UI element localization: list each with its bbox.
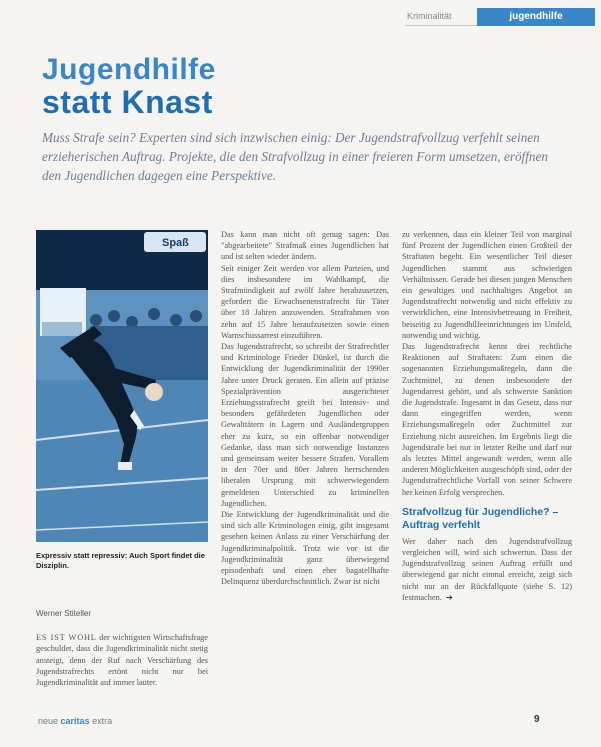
rubric-badge: jugendhilfe (477, 8, 595, 26)
lead-paragraph: Muss Strafe sein? Experten sind sich inzwischen einig: Der Jugendstrafvollzug verfehlt seinen erzieherischen Auftrag. Projekte, die den Strafvollzug in einer freieren Form umsetzen, eröffnen den Jugendlichen dagegen eine Perspektive. (42, 130, 548, 183)
footer-publication-logo: neue caritas extra (38, 716, 113, 726)
body-paragraph: Das kann man nicht oft genug sagen: Das "abgearbeitete" Strafmaß eines Jugendlichen hat und ist selten wieder ändern. (221, 230, 389, 262)
section-subheading: Strafvollzug für Jugendliche? – Auftrag verfehlt (402, 505, 559, 531)
page-number: 9 (534, 714, 540, 725)
body-paragraph: Wer daher nach den Jugendstrafvollzug vergleichen will, wird sich schwertun. Dass der Jugendstrafvollzug seinen Auftrag erfüllt und überwiegend gar nicht einmal erreicht, zeigt sich nicht nur an der Rückfallquote (siehe S. 12) festmachen. ➔ (402, 536, 572, 602)
author-byline: Werner Stiteller (36, 609, 91, 618)
body-paragraph: Das Jugendstrafrecht, so schreibt der Strafrechtler und Kriminologe Frieder Dünkel, ist durch die Entwicklung der Jugendkriminalität der 1990er Jahre unter Druck geraten. Ein allein auf präzise Spezialprävention ausgerichteter Erziehungsstrafrecht greift bei Intensiv- und besonders gefährdeten Jugendlichen oder Gewalttätern in Lagern und Ausländergruppen eher zu kurz, so ein offenbar notwendiger Gedanke, dass man sich notwendige Instanzen und gemeinsam weiter bessere Strafen. Vorallem in den 70er und 80er Jahren herrschenden liberalen Ursprung mit schwerwiegendem gemeldeten Unterschied zu kriminellen Jugendlichen. (221, 342, 389, 508)
headline-line-1: Jugendhilfe (42, 53, 216, 86)
section-label: Kriminalität (405, 8, 477, 26)
body-paragraph: ES IST WOHL der wichtigsten Wirtschaftsfrage geschuldet, dass die Jugendkriminalität nicht stetig ansteigt, denn der Ruf nach Verschärfung des Jugendstrafrechts ertönt nicht nur bei Jugendkriminalität auf immer lauter. (36, 633, 208, 688)
body-paragraph: Das Jugendstrafrecht kennt drei rechtliche Reaktionen auf Straftaten: Zum einen die sogenannten Erziehungsmaßregeln, dann die Zuchtmittel, zu denen insbesondere der Jugendarrest gehört, und als schwerste Sanktion die Jugendstrafe. Ingesamt in das Gesetz, dass nur dann eingegriffen werden, wenn Erziehungsmaßregeln oder Zuchtmittel zur Erziehung nicht ausreichen. Im Ergebnis liegt die Jugendstrafe bei nur in letzter Reihe und darf nur als letztes Mittel angewandt werden, wenn alle anderen Möglichkeiten ausgeschöpft sind, oder der Jugendstrafrechtliche Vorfall von seiner Schwere her keinen Erfolg versprechen. (402, 342, 572, 497)
article-column-2 (221, 229, 389, 588)
article-photo (36, 230, 208, 542)
headline-line-2: statt Knast (42, 84, 213, 120)
article-column-1 (36, 608, 208, 688)
dropcap-text: ES IST WOHL (36, 633, 97, 643)
body-paragraph: Die Entwicklung der Jugendkriminalität und die sind sich alle Kriminologen einig, gibt insgesamt gesehen keinen Anlass zu einer Verschärfung der Jugendkriminalpolitik. Trotz wie vor ist die Jugendkriminalität ganz überwiegend episodenhaft und einen eher bagatellhafte Delinquenz überdurchschnittlich. Zwar ist nicht (221, 510, 389, 587)
continue-arrow-icon: ➔ (445, 591, 453, 602)
article-column-3 (402, 229, 572, 603)
body-paragraph: Seit einiger Zeit werden vor allem Parteien, und dies insbesondere im Wahlkampf, die Strafmündigkeit auf zwölf Jahre herabzusetzen, gefordert die Erwachsenenstrafrecht für Täter über 18 Jahren anzuwenden. Strafrahmen von zehn auf 15 Jahre heraufzusetzen sowie einen Warnschussarrest einzuführen. (221, 263, 389, 340)
body-paragraph: zu verkennen, dass ein kleiner Teil von marginal fünf Prozent der Jugendlichen einen Großteil der Straftaten begeht. Ein wesentlicher Teil dieser Jugendlichen stammt aus schwierigen Verhältnissen. Gerade bei diesen jungen Menschen ein gewaltiges und nachhaltiges Angebot an Jugendstrafrecht notwendig und nicht effektiv zu verwirklichen, eine Intensivbetreuung in Freiheit, beiseitig zu Jugendhilfeeinrichtungen im Umfeld, notwendig und wichtig. (402, 230, 572, 340)
photo-banner-text: Spaß (162, 237, 189, 249)
photo-breakdancer-image (36, 230, 208, 542)
photo-caption: Expressiv statt repressiv: Auch Sport findet die Disziplin. (36, 551, 205, 570)
header-rubric (405, 8, 595, 26)
